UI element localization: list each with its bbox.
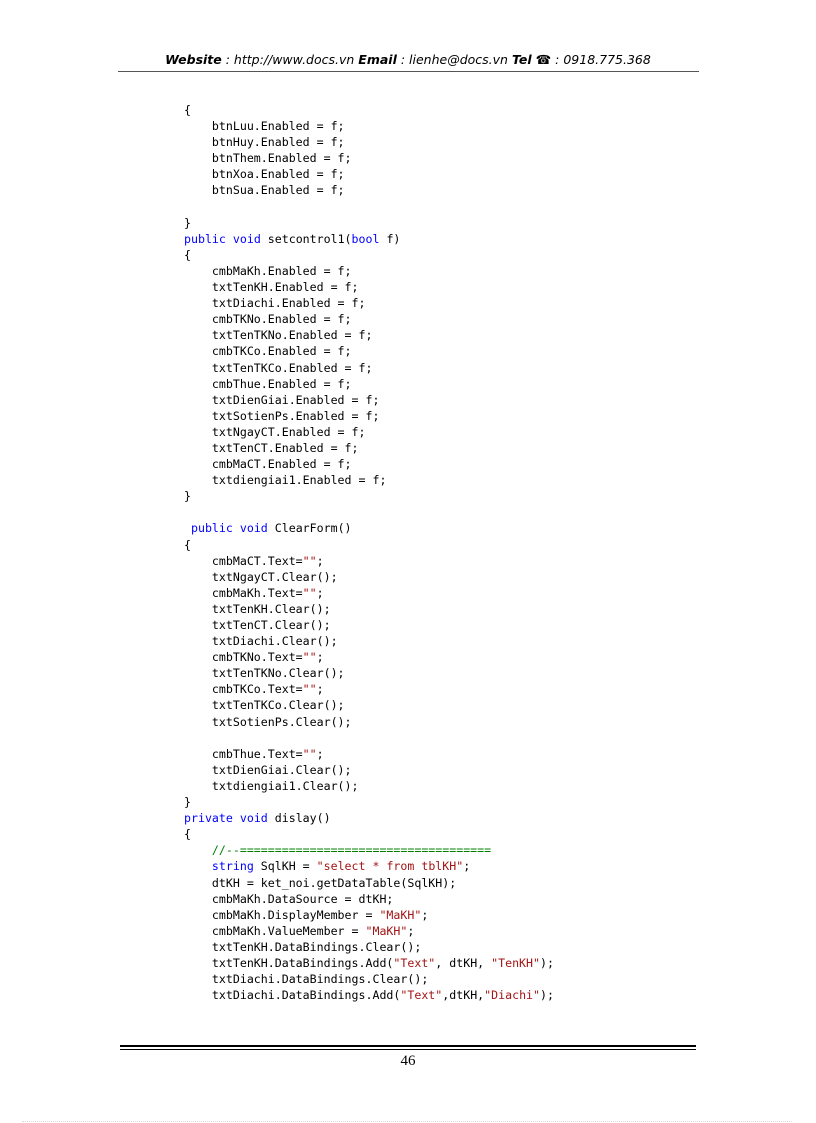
code-line bbox=[184, 681, 554, 697]
code-line bbox=[184, 343, 554, 359]
code-text bbox=[226, 232, 233, 246]
code-text: btnLuu.Enabled = f; bbox=[184, 119, 345, 134]
code-text: setcontrol1( bbox=[260, 231, 352, 246]
code-string: "" bbox=[302, 585, 317, 600]
code-line bbox=[184, 215, 554, 231]
header-divider bbox=[118, 71, 699, 72]
code-line bbox=[184, 504, 554, 520]
code-text: txtSotienPs.Enabled = f; bbox=[184, 408, 380, 423]
code-text: btnSua.Enabled = f; bbox=[184, 183, 345, 198]
code-line bbox=[184, 134, 554, 150]
phone-icon: ☎ bbox=[535, 52, 552, 67]
code-text bbox=[184, 859, 212, 873]
code-keyword: void bbox=[239, 811, 268, 826]
code-line bbox=[184, 826, 554, 842]
code-text: ; bbox=[316, 585, 324, 600]
email-label: Email bbox=[358, 52, 397, 67]
code-line bbox=[184, 714, 554, 730]
code-text: btnThem.Enabled = f; bbox=[184, 151, 352, 166]
code-string: "" bbox=[302, 746, 317, 761]
code-text: txtDiachi.DataBindings.Add( bbox=[184, 988, 401, 1003]
code-text: ; bbox=[421, 907, 429, 922]
code-text: txtDiachi.DataBindings.Clear(); bbox=[184, 972, 429, 987]
code-text: cmbTKCo.Enabled = f; bbox=[184, 344, 352, 359]
code-comment: //--==================================== bbox=[211, 843, 492, 858]
code-text: cmbMaKh.DisplayMember = bbox=[184, 907, 380, 922]
code-text: btnHuy.Enabled = f; bbox=[184, 135, 345, 150]
code-line bbox=[184, 553, 554, 569]
code-string: "" bbox=[302, 553, 317, 568]
code-text: txtTenKH.DataBindings.Clear(); bbox=[184, 939, 422, 954]
code-line bbox=[184, 633, 554, 649]
code-line bbox=[184, 231, 554, 247]
code-line bbox=[184, 408, 554, 424]
code-line bbox=[184, 488, 554, 504]
code-text: } bbox=[184, 489, 191, 504]
code-text: ClearForm() bbox=[267, 521, 352, 536]
code-line bbox=[184, 279, 554, 295]
code-line bbox=[184, 858, 554, 874]
code-line bbox=[184, 569, 554, 585]
code-text: cmbMaKh.Enabled = f; bbox=[184, 263, 352, 278]
footer-divider-thick bbox=[120, 1045, 696, 1047]
code-text: cmbTKCo.Text= bbox=[184, 682, 303, 697]
code-line bbox=[184, 102, 554, 118]
code-line bbox=[184, 182, 554, 198]
code-line bbox=[184, 697, 554, 713]
code-text: txtdiengiai1.Clear(); bbox=[184, 778, 359, 793]
code-text: txtTenTKCo.Enabled = f; bbox=[184, 360, 373, 375]
code-text: cmbTKNo.Text= bbox=[184, 650, 303, 665]
code-text: ; bbox=[407, 923, 415, 938]
code-line bbox=[184, 199, 554, 215]
code-string: "" bbox=[302, 682, 317, 697]
code-string: "MaKH" bbox=[379, 907, 422, 922]
code-line bbox=[184, 875, 554, 891]
code-line bbox=[184, 762, 554, 778]
code-text: txtTenTKCo.Clear(); bbox=[184, 698, 345, 713]
code-line bbox=[184, 472, 554, 488]
code-keyword: public bbox=[184, 231, 226, 246]
code-string: "Diachi" bbox=[484, 988, 541, 1003]
code-text: cmbMaKh.DataSource = dtKH; bbox=[184, 891, 394, 906]
code-text: txtTenKH.Clear(); bbox=[184, 601, 331, 616]
code-text: } bbox=[184, 215, 191, 230]
code-text: txtDienGiai.Enabled = f; bbox=[184, 392, 380, 407]
code-text: txtdiengiai1.Enabled = f; bbox=[184, 473, 387, 488]
code-line bbox=[184, 376, 554, 392]
code-text: SqlKH = bbox=[253, 859, 317, 874]
code-line bbox=[184, 810, 554, 826]
code-keyword: string bbox=[211, 859, 254, 874]
code-text: ; bbox=[316, 650, 324, 665]
code-line bbox=[184, 778, 554, 794]
code-text: { bbox=[184, 103, 191, 117]
code-line bbox=[184, 247, 554, 263]
code-string: "Text" bbox=[400, 988, 443, 1003]
code-text: txtDiachi.Clear(); bbox=[184, 634, 338, 649]
code-line bbox=[184, 617, 554, 633]
code-line bbox=[184, 923, 554, 939]
code-text: btnXoa.Enabled = f; bbox=[184, 167, 345, 182]
code-string: "" bbox=[302, 650, 317, 665]
code-text: ; bbox=[316, 682, 324, 697]
code-text: txtTenCT.Clear(); bbox=[184, 618, 331, 632]
code-keyword: void bbox=[239, 521, 268, 536]
code-text: cmbThue.Text= bbox=[184, 746, 303, 761]
code-text: cmbMaKh.ValueMember = bbox=[184, 923, 366, 938]
code-text: ); bbox=[540, 955, 554, 970]
code-text: cmbMaKh.Text= bbox=[184, 585, 303, 600]
code-text bbox=[184, 843, 212, 857]
code-text: txtSotienPs.Clear(); bbox=[184, 714, 352, 729]
code-string: "MaKH" bbox=[365, 923, 408, 938]
code-line bbox=[184, 665, 554, 681]
code-line bbox=[184, 150, 554, 166]
code-text bbox=[233, 811, 240, 825]
code-text: txtTenKH.Enabled = f; bbox=[184, 280, 359, 295]
code-text: , dtKH, bbox=[435, 955, 492, 970]
tel-value: : 0918.775.368 bbox=[551, 52, 651, 67]
code-text: ; bbox=[463, 859, 471, 874]
tel-label: Tel bbox=[511, 52, 532, 67]
code-text bbox=[184, 521, 191, 535]
code-line bbox=[184, 537, 554, 553]
code-line bbox=[184, 166, 554, 182]
code-line bbox=[184, 360, 554, 376]
code-text: txtNgayCT.Clear(); bbox=[184, 569, 338, 584]
code-text: ; bbox=[316, 746, 324, 761]
code-line bbox=[184, 649, 554, 665]
code-string: "TenKH" bbox=[491, 955, 541, 970]
website-value: : http://www.docs.vn bbox=[221, 52, 359, 67]
code-text: } bbox=[184, 795, 191, 810]
code-line bbox=[184, 520, 554, 536]
code-text: { bbox=[184, 247, 191, 262]
code-text: f) bbox=[379, 231, 401, 246]
code-line bbox=[184, 295, 554, 311]
page-bottom-dotted-edge bbox=[22, 1121, 792, 1122]
code-text: txtTenKH.DataBindings.Add( bbox=[184, 955, 394, 970]
code-text: cmbTKNo.Enabled = f; bbox=[184, 312, 352, 327]
code-line bbox=[184, 456, 554, 472]
code-text: ,dtKH, bbox=[442, 988, 485, 1003]
code-text: { bbox=[184, 827, 191, 842]
code-text: txtTenCT.Enabled = f; bbox=[184, 440, 359, 455]
code-line bbox=[184, 746, 554, 762]
code-line bbox=[184, 955, 554, 971]
code-text: dtKH = ket_noi.getDataTable(SqlKH); bbox=[184, 875, 457, 890]
email-value: : lienhe@docs.vn bbox=[396, 52, 512, 67]
code-line bbox=[184, 939, 554, 955]
code-text: txtDiachi.Enabled = f; bbox=[184, 296, 366, 311]
code-line bbox=[184, 601, 554, 617]
code-text: cmbMaCT.Enabled = f; bbox=[184, 457, 352, 472]
code-keyword: private bbox=[184, 811, 233, 826]
code-text: cmbThue.Enabled = f; bbox=[184, 376, 352, 391]
code-text: cmbMaCT.Text= bbox=[184, 553, 303, 568]
code-listing bbox=[184, 102, 554, 1003]
code-line bbox=[184, 730, 554, 746]
code-line bbox=[184, 311, 554, 327]
code-text: txtDienGiai.Clear(); bbox=[184, 762, 352, 777]
code-line bbox=[184, 891, 554, 907]
code-line bbox=[184, 424, 554, 440]
code-string: "Text" bbox=[393, 955, 436, 970]
code-text: txtTenTKNo.Enabled = f; bbox=[184, 328, 373, 343]
code-line bbox=[184, 794, 554, 810]
code-text: { bbox=[184, 537, 191, 552]
code-text: ); bbox=[540, 988, 554, 1003]
code-line bbox=[184, 392, 554, 408]
code-line bbox=[184, 118, 554, 134]
website-label: Website bbox=[165, 52, 222, 67]
code-line bbox=[184, 327, 554, 343]
code-line bbox=[184, 971, 554, 987]
page-number: 46 bbox=[400, 1053, 416, 1069]
code-string: "select * from tblKH" bbox=[316, 859, 464, 874]
footer-divider-thin bbox=[120, 1049, 696, 1050]
code-text: dislay() bbox=[267, 811, 331, 826]
code-text bbox=[233, 521, 240, 535]
code-keyword: public bbox=[190, 521, 233, 536]
page-header bbox=[0, 52, 816, 67]
code-keyword: void bbox=[232, 231, 261, 246]
code-line bbox=[184, 907, 554, 923]
code-text: txtNgayCT.Enabled = f; bbox=[184, 424, 366, 439]
code-text: txtTenTKNo.Clear(); bbox=[184, 666, 345, 681]
code-text: ; bbox=[316, 553, 324, 568]
code-line bbox=[184, 987, 554, 1003]
code-line bbox=[184, 263, 554, 279]
code-line bbox=[184, 585, 554, 601]
code-line bbox=[184, 440, 554, 456]
code-keyword: bool bbox=[351, 231, 380, 246]
code-line bbox=[184, 842, 554, 858]
